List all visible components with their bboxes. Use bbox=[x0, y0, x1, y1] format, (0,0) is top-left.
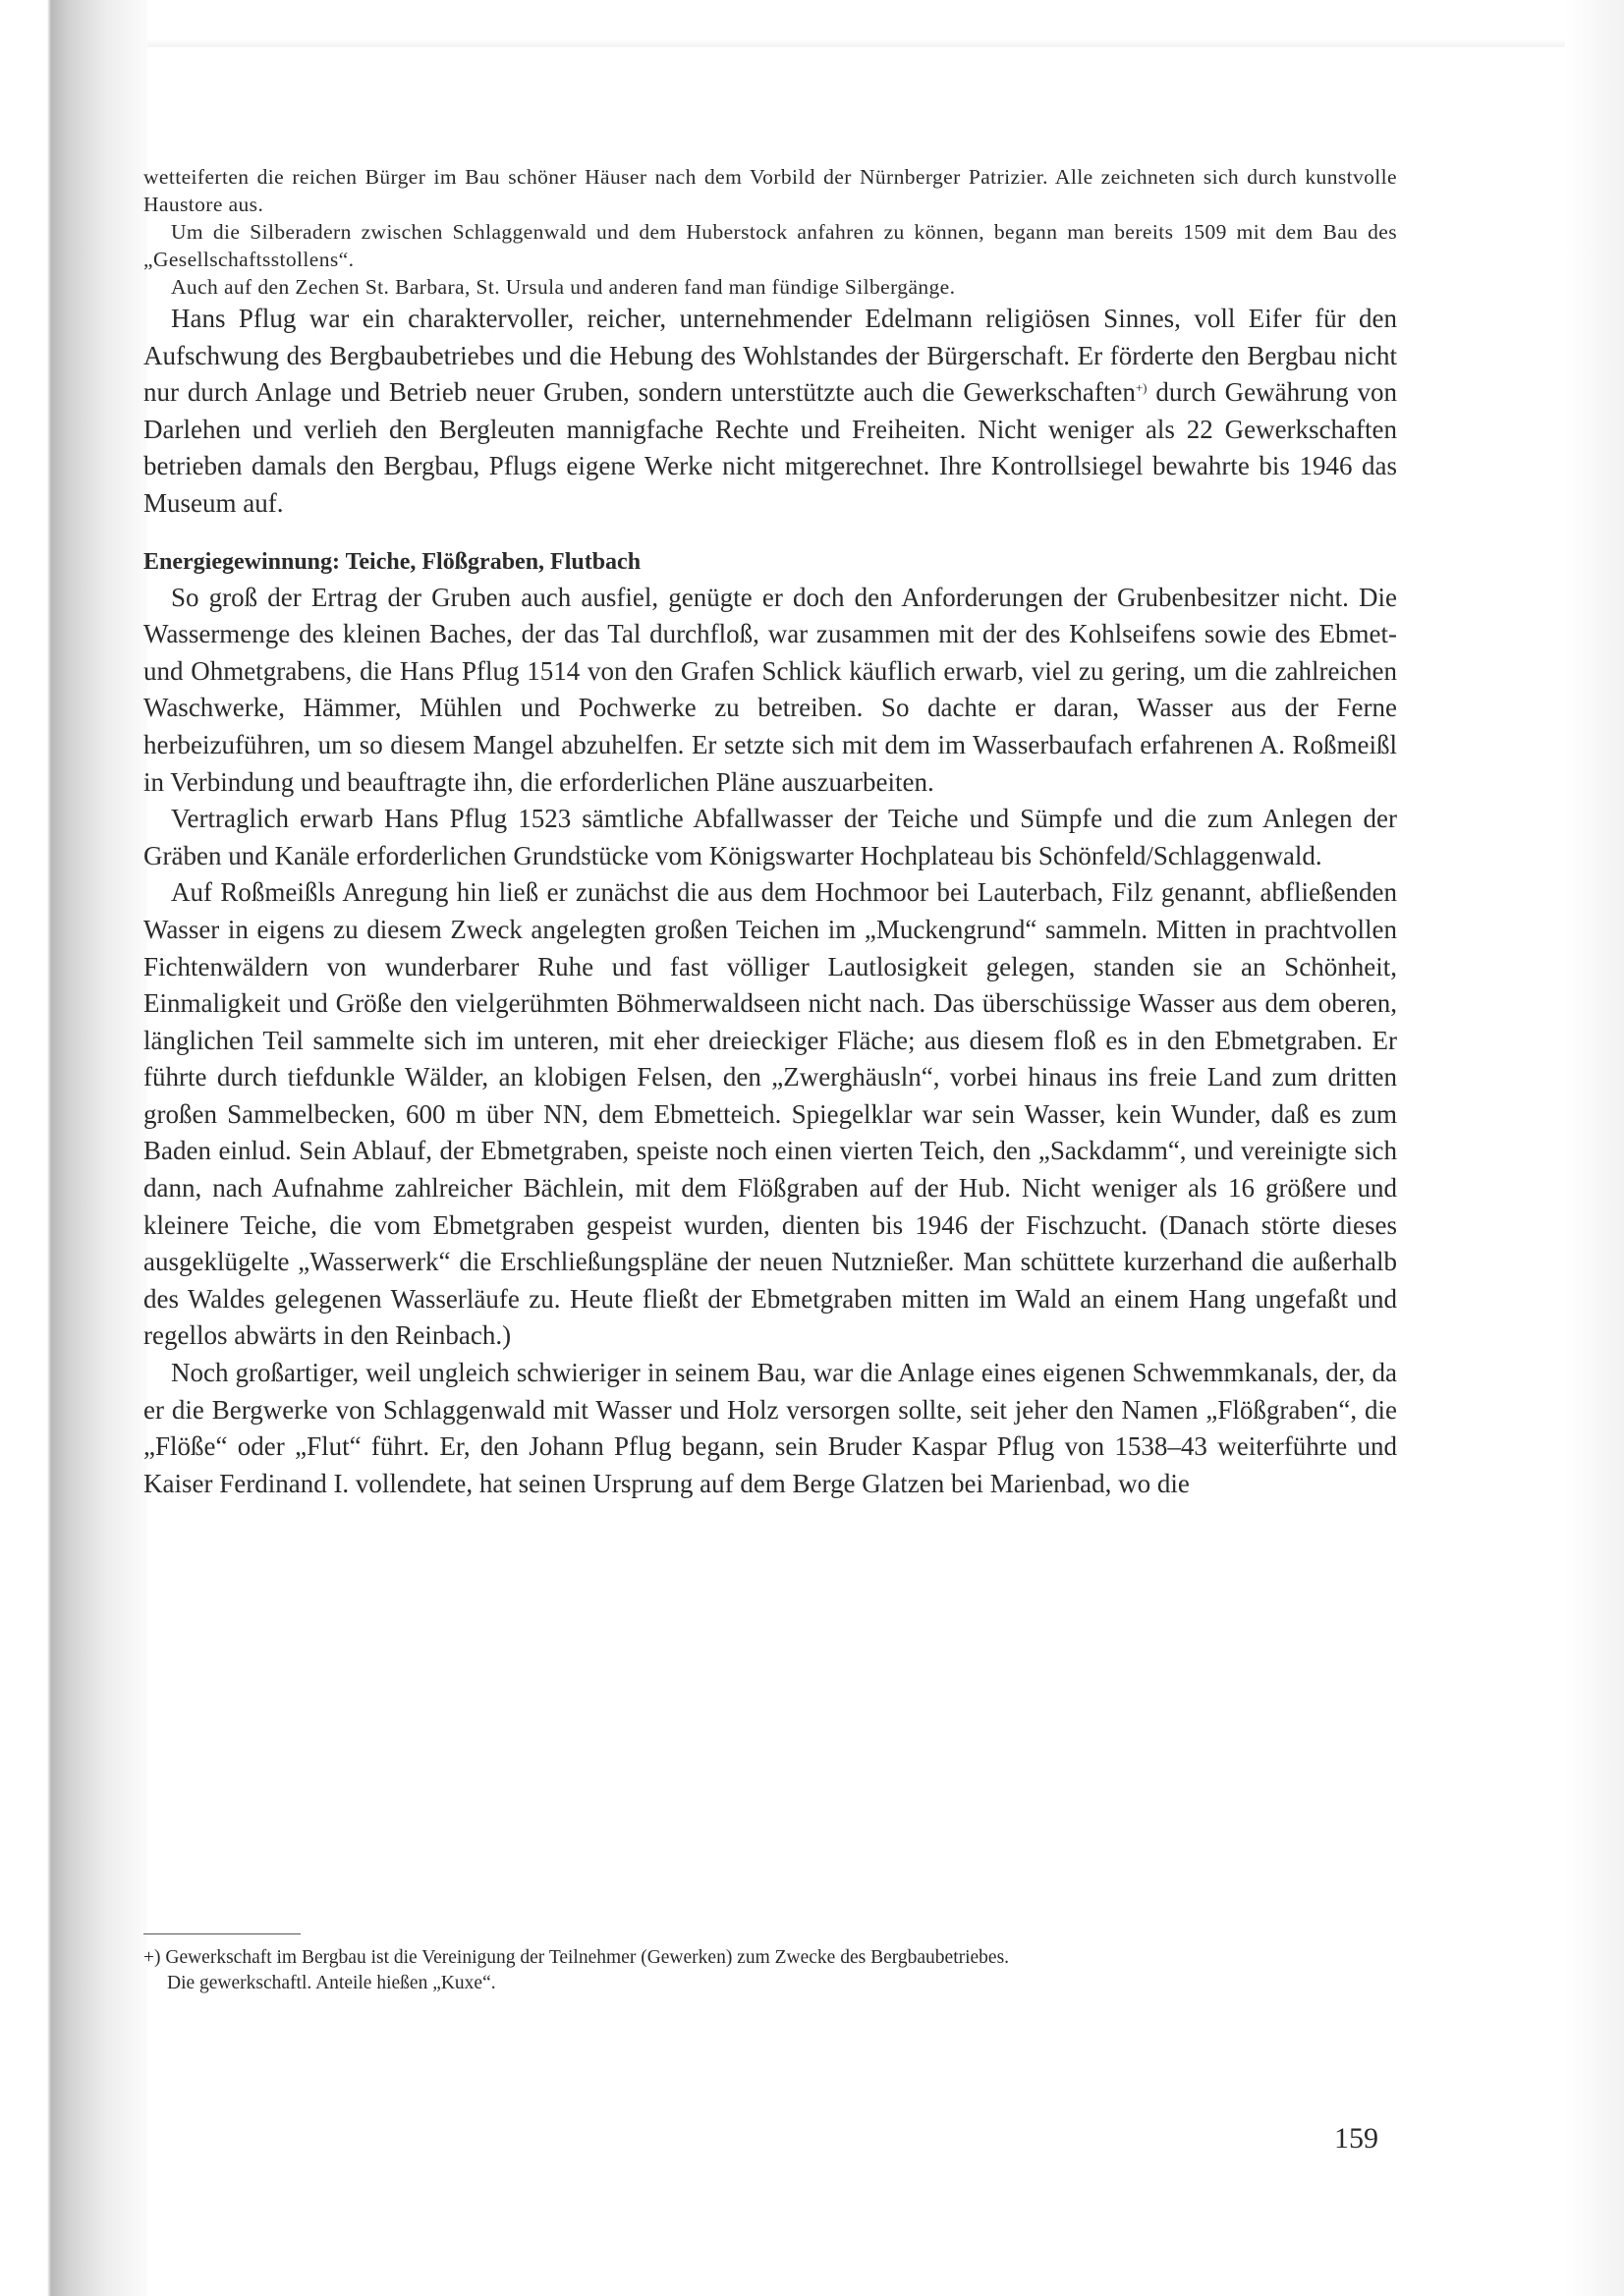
paragraph-rossmeissl: Auf Roßmeißls Anregung hin ließ er zunächst die aus dem Hochmoor bei Lauterbach, Filz genannt, abfließenden Wasser in eigens zu diesem Zweck angelegten großen Teichen im „Muckengrund“ sammeln. Mitten in prachtvollen Fichtenwäldern von wunderbarer Ruhe und fast völliger Lautlosigkeit gelegen, standen sie an Schönheit, Einmaligkeit und Größe den vielgerühmten Böhmerwaldseen nicht nach. Das überschüssige Wasser aus dem oberen, länglichen Teil sammelte sich im unteren, mit eher dreieckiger Fläche; aus diesem floß es in den Ebmetgraben. Er führte durch tiefdunkle Wälder, an klobigen Felsen, den „Zwerghäusln“, vorbei hinaus ins freie Land zum dritten großen Sammelbecken, 600 m über NN, dem Ebmetteich. Spiegelklar war sein Wasser, kein Wunder, daß es zum Baden einlud. Sein Ablauf, der Ebmetgraben, speiste noch einen vierten Teich, den „Sackdamm“, und vereinigte sich dann, nach Aufnahme zahlreicher Bächlein, mit dem Flößgraben auf der Hub. Nicht weniger als 16 größere und kleinere Teiche, die vom Ebmetgraben gespeist wurden, dienten bis 1946 der Fischzucht. (Danach störte dieses ausgeklügelte „Wasserwerk“ die Erschließungspläne der neuen Nutznießer. Man schüttete kurzerhand die außerhalb des Waldes gelegenen Wasserläufe zu. Heute fließt der Ebmetgraben mitten im Wald an einem Hang ungefaßt und regellos abwärts in den Reinbach.) bbox=[143, 877, 1397, 1351]
paragraph-hans-pflug bbox=[143, 301, 1397, 523]
paragraph-hans-pflug-text-a: Hans Pflug war ein charaktervoller, reicher, unternehmender Edelmann religiösen Sinnes, voll Eifer für den Aufschwung des Bergbaubetriebes und die Hebung des Wohlstandes der Bürgerschaft. Er förderte den Bergbau nicht nur durch Anlage und Betrieb neuer Gruben, sondern unterstützte auch die Gewerkschaften bbox=[143, 304, 1397, 408]
paragraph-gesellschaftsstollen: Um die Silberadern zwischen Schlaggenwald und dem Huberstock anfahren zu können, begann man bereits 1509 mit dem Bau des „Gesellschaftsstollens“. bbox=[143, 220, 1397, 271]
scan-binding-shadow bbox=[0, 0, 147, 2296]
scan-edge-top bbox=[51, 0, 1624, 47]
page-number: 159 bbox=[1334, 2122, 1378, 2155]
paragraph-ertrag: So groß der Ertrag der Gruben auch ausfiel, genügte er doch den Anforderungen der Grubenbesitzer nicht. Die Wassermenge des kleinen Baches, der das Tal durchfloß, war zusammen mit der des Kohlseifens sowie des Ebmet- und Ohmetgrabens, die Hans Pflug 1514 von den Grafen Schlick käuflich erwarb, viel zu gering, um die zahlreichen Waschwerke, Hämmer, Mühlen und Pochwerke zu betreiben. So dachte er daran, Wasser aus der Ferne herbeizuführen, um so diesem Mangel abzuhelfen. Er setzte sich mit dem im Wasserbaufach erfahrenen A. Roßmeißl in Verbindung und beauftragte ihn, die erforderlichen Pläne auszuarbeiten. bbox=[143, 582, 1397, 797]
paragraph-zechen: Auch auf den Zechen St. Barbara, St. Ursula und anderen fand man fündige Silbergänge. bbox=[171, 275, 956, 299]
page-body bbox=[143, 163, 1397, 1502]
paragraph-vertraglich: Vertraglich erwarb Hans Pflug 1523 sämtliche Abfallwasser der Teiche und Sümpfe und die zum Anlegen der Gräben und Kanäle erforderlichen Grundstücke vom Königswarter Hochplateau bis Schönfeld/Schlaggenwald. bbox=[143, 804, 1397, 870]
footnote bbox=[143, 1945, 1397, 1996]
footnote-line-1: +) Gewerkschaft im Bergbau ist die Vereinigung der Teilnehmer (Gewerken) zum Zwecke des Bergbaubetriebes. bbox=[143, 1947, 1010, 1968]
paragraph-hans-pflug-text-b: durch Gewährung von Darlehen und verlieh den Bergleuten mannigfache Rechte und Freiheiten. Nicht weniger als 22 Gewerkschaften betrieben damals den Bergbau, Pflugs eigene Werke nicht mitgerechnet. Ihre Kontrollsiegel bewahrte bis 1946 das Museum auf. bbox=[143, 377, 1397, 518]
section-heading: Energiegewinnung: Teiche, Flößgraben, Flutbach bbox=[143, 548, 642, 575]
paragraph-schwemmkanal: Noch großartiger, weil ungleich schwieriger in seinem Bau, war die Anlage eines eigenen Schwemmkanals, der, da er die Bergwerke von Schlaggenwald mit Wasser und Holz versorgen sollte, seit jeher den Namen „Flößgraben“, die „Flöße“ oder „Flut“ führt. Er, den Johann Pflug begann, sein Bruder Kaspar Pflug von 1538–43 weiterführte und Kaiser Ferdinand I. vollendete, hat seinen Ursprung auf dem Berge Glatzen bei Marienbad, wo die bbox=[143, 1358, 1397, 1498]
footnote-divider bbox=[143, 1933, 301, 1934]
scan-edge-right bbox=[1565, 0, 1624, 2296]
footnote-mark: +) bbox=[1135, 380, 1148, 396]
paragraph-patrizier: wetteiferten die reichen Bürger im Bau schöner Häuser nach dem Vorbild der Nürnberger Patrizier. Alle zeichneten sich durch kunstvolle Haustore aus. bbox=[143, 165, 1397, 216]
footnote-line-2: Die gewerkschaftl. Anteile hießen „Kuxe“. bbox=[167, 1973, 496, 1993]
